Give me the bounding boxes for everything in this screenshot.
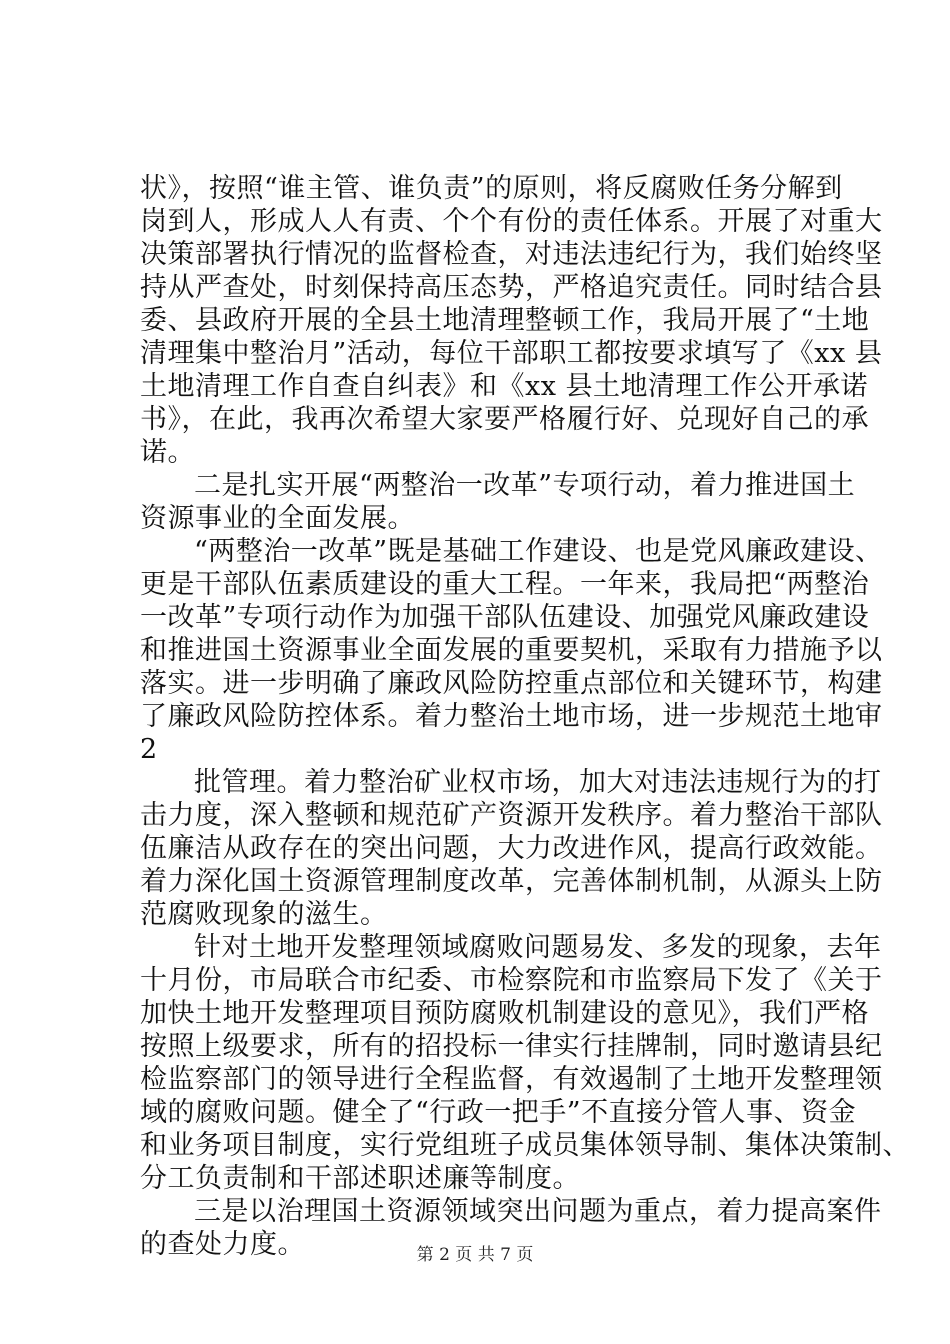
text-line: 委、县政府开展的全县土地清理整顿工作，我局开展了“土地: [140, 305, 870, 336]
text-line: 加快土地开发整理项目预防腐败机制建设的意见》，我们严格: [140, 998, 869, 1029]
text-line: 落实。进一步明确了廉政风险防控重点部位和关键环节，构建: [140, 668, 883, 699]
text-line: 书》，在此，我再次希望大家要严格履行好、兑现好自己的承: [140, 404, 869, 435]
text-line: 域的腐败问题。健全了“行政一把手”不直接分管人事、资金: [140, 1097, 857, 1128]
text-line: 清理集中整治月”活动，每位干部职工都按要求填写了《xx 县: [140, 338, 883, 369]
paragraph-heading: 二是扎实开展“两整治一改革”专项行动，着力推进国土: [194, 470, 856, 501]
text-line: 伍廉洁从政存在的突出问题，大力改进作风，提高行政效能。: [140, 833, 883, 864]
text-line: 一改革”专项行动作为加强干部队伍建设、加强党风廉政建设: [140, 602, 870, 633]
page-footer: 第 2 页 共 7 页: [416, 1245, 534, 1265]
text-line: 持从严查处，时刻保持高压态势，严格追究责任。同时结合县: [140, 272, 883, 303]
text-line: 了廉政风险防控体系。着力整治土地市场，进一步规范土地审: [140, 701, 883, 732]
text-line: 决策部署执行情况的监督检查，对违法违纪行为，我们始终坚: [140, 239, 883, 270]
text-line: 诺。: [140, 437, 195, 468]
text-line: 和业务项目制度，实行党组班子成员集体领导制、集体决策制、: [140, 1130, 910, 1161]
page-break-marker: 2: [140, 734, 158, 765]
text-line: 更是干部队伍素质建设的重大工程。一年来，我局把“两整治: [140, 569, 870, 600]
paragraph-heading: 三是以治理国土资源领域突出问题为重点，着力提高案件: [194, 1196, 882, 1227]
text-line: 击力度，深入整顿和规范矿产资源开发秩序。着力整治干部队: [140, 800, 883, 831]
body-text: [140, 172, 910, 1261]
text-line: 和推进国土资源事业全面发展的重要契机，采取有力措施予以: [140, 635, 883, 666]
text-line: “两整治一改革”既是基础工作建设、也是党风廉政建设、: [194, 536, 883, 567]
text-line: 十月份，市局联合市纪委、市检察院和市监察局下发了《关于: [140, 965, 883, 996]
text-line: 状》，按照“谁主管、谁负责”的原则，将反腐败任务分解到: [140, 173, 843, 204]
text-line: 分工负责制和干部述职述廉等制度。: [140, 1163, 580, 1194]
text-line: 按照上级要求，所有的招投标一律实行挂牌制，同时邀请县纪: [140, 1031, 883, 1062]
text-line: 着力深化国土资源管理制度改革，完善体制机制，从源头上防: [140, 866, 883, 897]
text-line: 资源事业的全面发展。: [140, 503, 415, 534]
text-line: 的查处力度。: [140, 1229, 305, 1260]
text-line: 针对土地开发整理领域腐败问题易发、多发的现象，去年: [194, 932, 882, 963]
text-line: 土地清理工作自查自纠表》和《xx 县土地清理工作公开承诺: [140, 371, 869, 402]
text-line: 范腐败现象的滋生。: [140, 899, 388, 930]
text-line: 批管理。着力整治矿业权市场，加大对违法违规行为的打: [194, 767, 882, 798]
text-line: 检监察部门的领导进行全程监督，有效遏制了土地开发整理领: [140, 1064, 883, 1095]
text-line: 岗到人，形成人人有责、个个有份的责任体系。开展了对重大: [140, 206, 883, 237]
